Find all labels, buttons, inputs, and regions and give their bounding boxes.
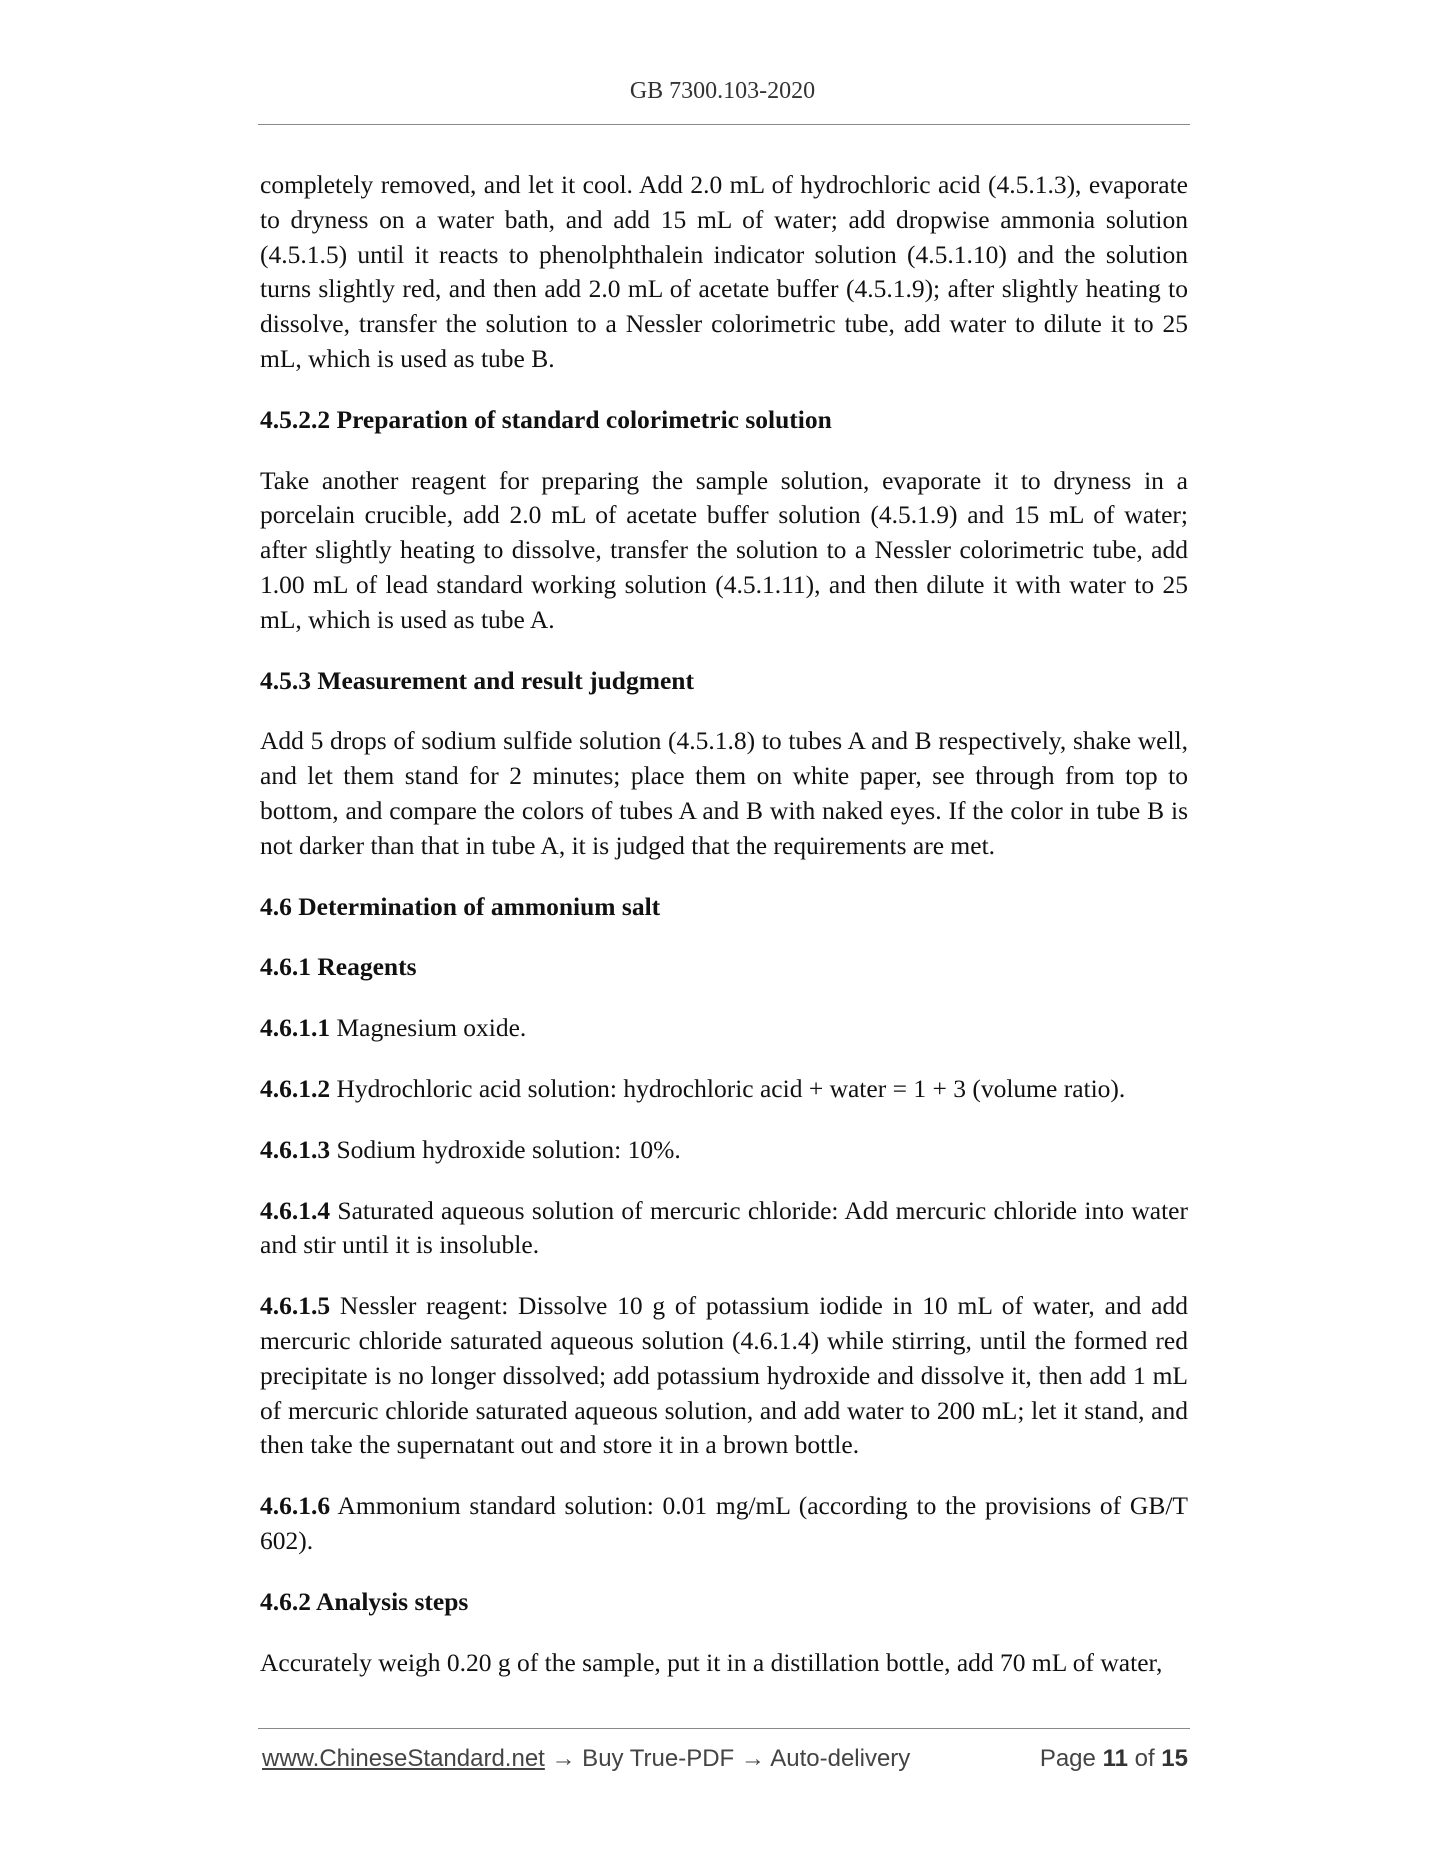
total-page-number: 15 [1161, 1745, 1188, 1772]
reagent-item-4-6-1-4 [260, 1194, 1188, 1264]
item-text: Magnesium oxide. [330, 1013, 527, 1043]
item-number: 4.6.1.6 [260, 1491, 331, 1521]
item-text: Saturated aqueous solution of mercuric chloride: Add mercuric chloride into water and stir until it is insoluble. [260, 1195, 1188, 1260]
reagent-item-4-6-1-2 [260, 1072, 1188, 1107]
current-page-number: 11 [1102, 1745, 1128, 1772]
footer-promo-text: → Buy True-PDF → Auto-delivery [544, 1745, 911, 1772]
footer-divider [258, 1728, 1190, 1729]
item-text: Nessler reagent: Dissolve 10 g of potassium iodide in 10 mL of water, and add mercuric chloride saturated aqueous solution (4.6.1.4) while stirring, until the formed red precipitate is no longer dissolved; add potassium hydroxide and dissolve it, then add 1 mL of mercuric chloride saturated aqueous solution, and add water to 200 mL; let it stand, and then take the supernatant out and store it in a brown bottle. [260, 1291, 1188, 1460]
reagent-item-4-6-1-3 [260, 1133, 1188, 1168]
page-label: Page [1039, 1745, 1096, 1772]
paragraph-4-5-2-2: Take another reagent for preparing the sample solution, evaporate it to dryness in a porcelain crucible, add 2.0 mL of acetate buffer solution (4.5.1.9) and 15 mL of water; after slightly heating to dissolve, transfer the solution to a Nessler colorimetric tube, add 1.00 mL of lead standard working solution (4.5.1.11), and then dilute it with water to 25 mL, which is used as tube A. [260, 465, 1188, 634]
item-text: Sodium hydroxide solution: 10%. [330, 1134, 681, 1164]
page-indicator [1040, 1745, 1188, 1773]
section-heading-4-5-3: 4.5.3 Measurement and result judgment [260, 665, 694, 695]
section-heading-4-6-2: 4.6.2 Analysis steps [260, 1586, 469, 1616]
document-body [260, 168, 1188, 1680]
of-label: of [1134, 1745, 1155, 1772]
item-number: 4.6.1.2 [260, 1073, 331, 1103]
item-text: Hydrochloric acid solution: hydrochloric acid + water = 1 + 3 (volume ratio). [330, 1073, 1126, 1103]
paragraph-continuation: completely removed, and let it cool. Add 2.0 mL of hydrochloric acid (4.5.1.3), evaporate to dryness on a water bath, and add 15 mL of water; add dropwise ammonia solution (4.5.1.5) until it reacts to phenolphthalein indicator solution (4.5.1.10) and the solution turns slightly red, and then add 2.0 mL of acetate buffer (4.5.1.9); after slightly heating to dissolve, transfer the solution to a Nessler colorimetric tube, add water to dilute it to 25 mL, which is used as tube B. [260, 170, 1188, 373]
item-number: 4.6.1.4 [260, 1195, 331, 1225]
paragraph-4-5-3: Add 5 drops of sodium sulfide solution (4.5.1.8) to tubes A and B respectively, shake well, and let them stand for 2 minutes; place them on white paper, see through from top to bottom, and compare the colors of tubes A and B with naked eyes. If the color in tube B is not darker than that in tube A, it is judged that the requirements are met. [260, 726, 1188, 860]
reagent-item-4-6-1-1 [260, 1011, 1188, 1046]
section-heading-4-5-2-2: 4.5.2.2 Preparation of standard colorimetric solution [260, 404, 832, 434]
document-header: GB 7300.103-2020 [629, 78, 816, 104]
header-divider [258, 124, 1190, 125]
footer-promo [262, 1745, 910, 1773]
item-number: 4.6.1.3 [260, 1134, 331, 1164]
reagent-item-4-6-1-6 [260, 1489, 1188, 1559]
item-text: Ammonium standard solution: 0.01 mg/mL (according to the provisions of GB/T 602). [260, 1491, 1188, 1555]
paragraph-4-6-2: Accurately weigh 0.20 g of the sample, put it in a distillation bottle, add 70 mL of water, [260, 1647, 1163, 1677]
item-number: 4.6.1.5 [260, 1291, 331, 1321]
section-heading-4-6-1: 4.6.1 Reagents [260, 952, 417, 982]
reagent-item-4-6-1-5 [260, 1289, 1188, 1463]
item-number: 4.6.1.1 [260, 1013, 331, 1043]
site-link[interactable]: www.ChineseStandard.net [262, 1745, 545, 1772]
section-heading-4-6: 4.6 Determination of ammonium salt [260, 891, 661, 921]
